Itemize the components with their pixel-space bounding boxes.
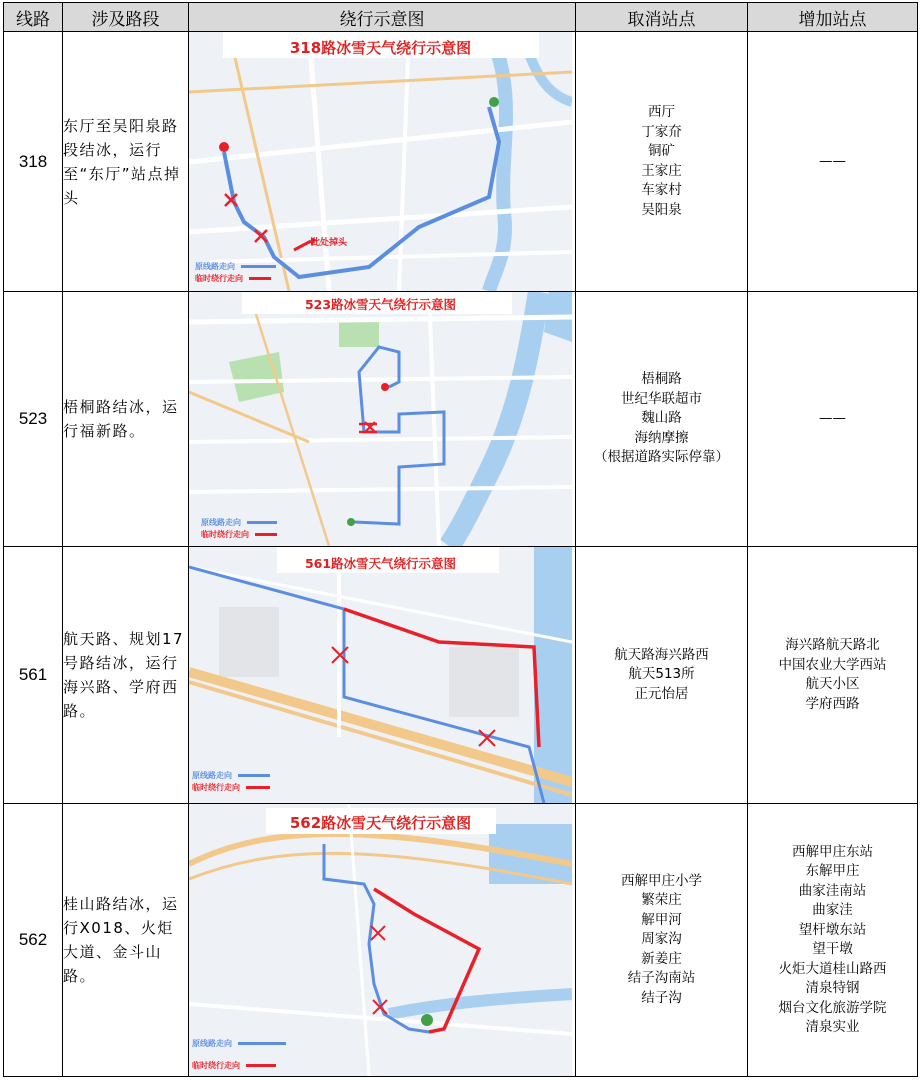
added-stops: [748, 547, 918, 804]
list-item: 海兴路航天路北: [785, 637, 880, 653]
route-number: 318: [4, 32, 63, 292]
legend-original: 原线路走向: [192, 770, 232, 780]
map-legend: [192, 1032, 286, 1076]
list-item: 航天路海兴路西: [614, 646, 709, 663]
legend-temp: 临时绕行走向: [201, 529, 249, 539]
map-cell: [189, 292, 576, 547]
table-row: [4, 804, 918, 1077]
list-item: 丁家夼: [641, 123, 682, 140]
removed-stops: [576, 804, 748, 1077]
map-cell: [189, 804, 576, 1077]
added-stops: [748, 804, 918, 1077]
map-cell: [189, 547, 576, 804]
map-legend: [195, 260, 276, 284]
route-segment: 桂山路结冰，运行X018、火炬大道、金斗山路。: [63, 804, 189, 1077]
list-item: 西厅: [648, 104, 675, 120]
map-561: [189, 547, 572, 803]
route-segment: 东厅至吴阳泉路段结冰，运行至“东厅”站点掉头: [63, 32, 189, 292]
end-stop-icon: [219, 142, 229, 152]
legend-original-line: [247, 521, 277, 524]
map-523-graphic: [189, 292, 572, 546]
map-title: 523路冰雪天气绕行示意图: [304, 297, 457, 312]
list-item: 结子沟南站: [627, 970, 696, 987]
removed-stops: [576, 32, 748, 292]
added-stops: [748, 32, 918, 292]
start-stop-icon: [489, 97, 499, 107]
legend-original: 原线路走向: [201, 517, 241, 527]
route-number: 561: [4, 547, 63, 804]
map-318-graphic: [189, 32, 572, 291]
list-item: 望杆墩东站: [798, 921, 867, 938]
start-stop-icon: [347, 518, 355, 526]
map-318: [189, 32, 572, 291]
list-item: 周家沟: [641, 931, 682, 948]
list-item: 航天小区: [805, 676, 860, 692]
map-note: 此处掉头: [311, 238, 348, 248]
map-562: [189, 804, 572, 1076]
list-item: ——: [819, 152, 846, 169]
legend-temp-line: [249, 277, 271, 280]
list-item: 烟台文化旅游学院: [778, 999, 887, 1016]
detour-table: [3, 2, 918, 1077]
legend-temp-line: [246, 1064, 276, 1067]
legend-original: 原线路走向: [195, 261, 235, 271]
list-item: 车家村: [641, 182, 682, 198]
list-item: 中国农业大学西站: [778, 656, 887, 673]
map-legend: [192, 769, 270, 793]
list-item: ——: [819, 410, 846, 427]
map-legend: [201, 516, 277, 540]
legend-original: 原线路走向: [192, 1038, 232, 1048]
list-item: 结子沟: [641, 989, 682, 1006]
header-added: 增加站点: [748, 3, 918, 32]
header-removed: 取消站点: [576, 3, 748, 32]
legend-temp: 临时绕行走向: [192, 1060, 240, 1070]
start-stop-icon: [421, 1014, 433, 1026]
map-561-graphic: [189, 547, 572, 803]
list-item: 王家庄: [641, 162, 682, 179]
route-segment: 航天路、规划17号路结冰，运行海兴路、学府西路。: [63, 547, 189, 804]
legend-original-line: [241, 265, 276, 268]
table-row: [4, 292, 918, 547]
list-item: 西解甲庄东站: [792, 843, 873, 860]
legend-original-line: [238, 1042, 286, 1045]
end-stop-icon: [381, 383, 389, 391]
list-item: 望干墩: [812, 941, 853, 957]
legend-original-line: [238, 774, 270, 777]
list-item: 新姜庄: [641, 950, 682, 967]
list-item: 曲家洼南站: [798, 882, 867, 899]
list-item: 西解甲庄小学: [621, 872, 702, 889]
list-item: 曲家洼: [812, 902, 853, 918]
list-item: 魏山路: [641, 410, 682, 427]
added-stops: [748, 292, 918, 547]
route-segment: 梧桐路结冰，运行福新路。: [63, 292, 189, 547]
table-row: [4, 32, 918, 292]
list-item: 航天513所: [628, 666, 695, 683]
table-row: [4, 547, 918, 804]
legend-temp-line: [255, 533, 277, 536]
header-map: 绕行示意图: [189, 3, 576, 32]
map-title: 561路冰雪天气绕行示意图: [304, 556, 457, 571]
list-item: 海纳摩擦: [634, 429, 689, 446]
map-cell: [189, 32, 576, 292]
route-number: 523: [4, 292, 63, 547]
header-route: 线路: [4, 3, 63, 32]
list-item: （根据道路实际停靠）: [594, 449, 729, 466]
header-row: [4, 3, 918, 32]
list-item: 解甲河: [641, 911, 682, 928]
list-item: 火炬大道桂山路西: [778, 960, 887, 977]
list-item: 正元怡居: [634, 685, 689, 702]
removed-stops: [576, 547, 748, 804]
header-segment: 涉及路段: [63, 3, 189, 32]
list-item: 世纪华联超市: [621, 390, 702, 407]
map-title: 318路冰雪天气绕行示意图: [289, 39, 472, 57]
list-item: 繁荣庄: [641, 892, 682, 909]
map-title: 562路冰雪天气绕行示意图: [289, 814, 472, 832]
list-item: 铜矿: [648, 143, 675, 159]
legend-temp: 临时绕行走向: [192, 782, 240, 792]
legend-temp-line: [246, 786, 270, 789]
list-item: 吴阳泉: [641, 201, 682, 218]
removed-stops: [576, 292, 748, 547]
legend-temp: 临时绕行走向: [195, 273, 243, 283]
list-item: 学府西路: [805, 695, 860, 712]
map-523: [189, 292, 572, 546]
route-number: 562: [4, 804, 63, 1077]
list-item: 清泉特钢: [805, 980, 860, 996]
list-item: 清泉实业: [805, 1019, 860, 1035]
list-item: 东解甲庄: [805, 863, 860, 879]
list-item: 梧桐路: [641, 371, 682, 388]
